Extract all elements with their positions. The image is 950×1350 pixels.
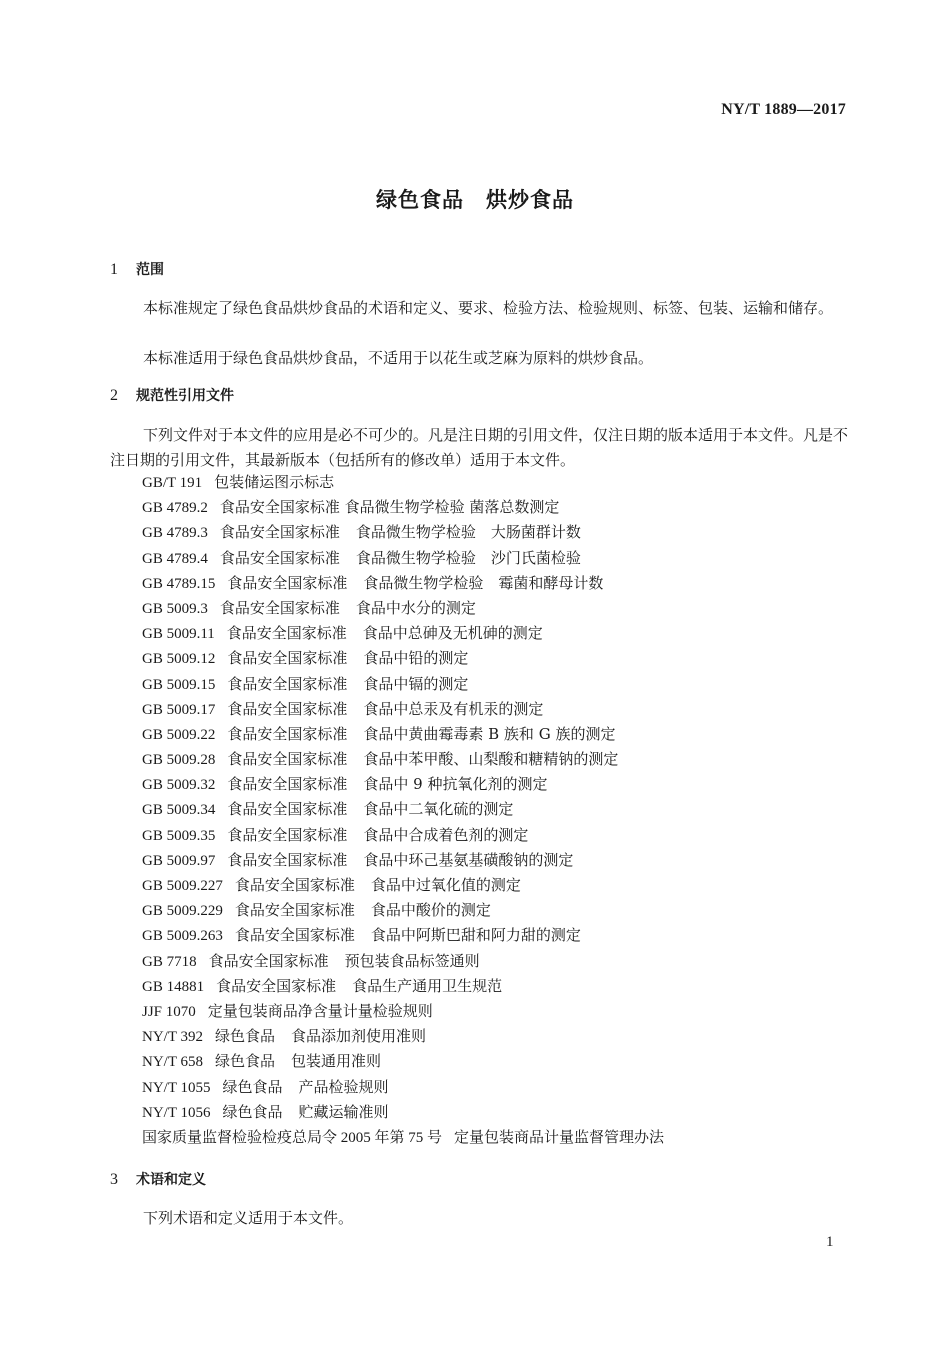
reference-subtitle: 食品添加剂使用准则 — [291, 1027, 427, 1046]
reference-title: 绿色食品 — [214, 1027, 275, 1046]
reference-item — [142, 1125, 680, 1150]
reference-code: NY/T 1056 — [142, 1104, 211, 1121]
reference-code: GB 5009.12 — [142, 651, 216, 668]
reference-list — [142, 470, 680, 1150]
reference-subtitle: 食品中阿斯巴甜和阿力甜的测定 — [370, 926, 581, 945]
reference-code: GB 5009.97 — [142, 852, 216, 869]
reference-subtitle: 食品中酸价的测定 — [370, 901, 491, 920]
reference-code: GB 5009.34 — [142, 802, 216, 819]
reference-item — [142, 697, 680, 722]
reference-code: GB 5009.229 — [142, 903, 223, 920]
reference-subtitle: 食品中环己基氨基磺酸钠的测定 — [363, 850, 574, 869]
reference-code: GB 4789.3 — [142, 525, 208, 542]
reference-subtitle: 食品中总砷及无机砷的测定 — [362, 624, 543, 643]
reference-item — [142, 596, 680, 621]
reference-subtitle: 贮藏运输准则 — [298, 1102, 389, 1121]
reference-subtitle: 食品中过氧化值的测定 — [370, 876, 521, 894]
reference-subtitle: 预包装食品标签通则 — [344, 951, 480, 970]
reference-code: GB 14881 — [142, 978, 205, 995]
reference-subtitle: 包装通用准则 — [291, 1052, 382, 1071]
reference-code: NY/T 658 — [142, 1054, 203, 1071]
reference-title: 食品安全国家标准 — [234, 926, 355, 945]
reference-title: 食品安全国家标准 — [227, 750, 348, 769]
reference-subtitle: 食品中总汞及有机汞的测定 — [363, 699, 544, 718]
reference-title: 食品安全国家标准 — [234, 876, 355, 894]
reference-subtitle: 食品微生物学检验 沙门氏菌检验 — [355, 548, 581, 567]
reference-title: 食品安全国家标准 — [227, 573, 348, 592]
reference-title: 食品安全国家标准 — [219, 598, 340, 617]
reference-code: GB 4789.2 — [142, 500, 208, 517]
reference-code: GB 5009.3 — [142, 600, 208, 617]
reference-code: GB 5009.263 — [142, 928, 223, 945]
section-1-paragraph-2: 本标准适用于绿色食品烘炒食品，不适用于以花生或芝麻为原料的烘炒食品。 — [143, 349, 654, 367]
section-1-paragraph-1: 本标准规定了绿色食品烘炒食品的术语和定义、要求、检验方法、检验规则、标签、包装、运输和储存。 — [143, 299, 834, 317]
section-2-paragraph-1: 下列文件对于本文件的应用是必不可少的。凡是注日期的引用文件，仅注日期的版本适用于本文件。凡是不注日期的引用文件，其最新版本（包括所有的修改单）适用于本文件。 — [110, 426, 849, 469]
reference-item — [142, 999, 680, 1024]
reference-title: 食品安全国家标准 — [219, 548, 340, 567]
reference-code: GB 5009.11 — [142, 626, 215, 643]
reference-subtitle: 食品中水分的测定 — [355, 598, 476, 617]
reference-subtitle: 食品中铅的测定 — [363, 649, 469, 668]
reference-item — [142, 470, 680, 495]
reference-item — [142, 797, 680, 822]
reference-subtitle: 食品生产通用卫生规范 — [352, 976, 503, 995]
reference-subtitle: 食品微生物学检验 大肠菌群计数 — [355, 523, 581, 542]
reference-subtitle: 食品中二氧化硫的测定 — [363, 800, 514, 819]
reference-code: GB 5009.15 — [142, 676, 216, 693]
section-2-heading — [110, 385, 234, 405]
reference-subtitle: 食品中黄曲霉毒素 B 族和 G 族的测定 — [363, 724, 616, 743]
reference-item — [142, 546, 680, 571]
reference-item — [142, 1100, 680, 1125]
reference-code: 国家质量监督检验检疫总局令 2005 年第 75 号 — [142, 1129, 443, 1146]
section-3-paragraph-1: 下列术语和定义适用于本文件。 — [143, 1209, 354, 1227]
reference-item — [142, 722, 680, 747]
section-3-heading — [110, 1169, 206, 1189]
document-title: 绿色食品 烘炒食品 — [376, 188, 574, 212]
reference-item — [142, 747, 680, 772]
section-title: 范围 — [136, 262, 164, 278]
reference-title: 食品安全国家标准 — [227, 850, 348, 869]
reference-title: 食品安全国家标准 — [219, 523, 340, 542]
reference-item — [142, 646, 680, 671]
section-1-heading — [110, 259, 164, 279]
reference-title: 食品安全国家标准 — [227, 674, 348, 693]
reference-title: 定量包装商品计量监督管理办法 — [454, 1127, 665, 1146]
reference-item — [142, 672, 680, 697]
reference-title: 绿色食品 — [222, 1077, 283, 1096]
reference-title: 食品安全国家标准 食品微生物学检验 菌落总数测定 — [219, 498, 560, 517]
reference-item — [142, 1049, 680, 1074]
section-title: 规范性引用文件 — [136, 388, 234, 404]
reference-subtitle: 食品中镉的测定 — [363, 674, 469, 693]
reference-title: 绿色食品 — [222, 1102, 283, 1121]
reference-title: 定量包装商品净含量计量检验规则 — [207, 1001, 433, 1020]
reference-code: GB 4789.15 — [142, 575, 216, 592]
reference-title: 食品安全国家标准 — [227, 649, 348, 668]
page-number: 1 — [826, 1234, 834, 1250]
reference-item — [142, 848, 680, 873]
reference-code: GB 4789.4 — [142, 550, 208, 567]
reference-item — [142, 1075, 680, 1100]
section-number: 2 — [110, 387, 118, 404]
reference-subtitle: 产品检验规则 — [298, 1077, 389, 1096]
reference-code: GB 7718 — [142, 953, 197, 970]
reference-code: GB 5009.28 — [142, 752, 216, 769]
reference-item — [142, 571, 680, 596]
reference-title: 食品安全国家标准 — [208, 951, 329, 970]
reference-title: 食品安全国家标准 — [227, 699, 348, 718]
reference-item — [142, 772, 680, 797]
section-title: 术语和定义 — [136, 1172, 206, 1188]
reference-code: JJF 1070 — [142, 1003, 196, 1020]
reference-title: 包装储运图示标志 — [214, 473, 335, 491]
reference-code: NY/T 1055 — [142, 1079, 211, 1096]
reference-item — [142, 949, 680, 974]
reference-title: 食品安全国家标准 — [216, 976, 337, 995]
reference-title: 食品安全国家标准 — [227, 775, 348, 794]
reference-code: GB 5009.35 — [142, 827, 216, 844]
reference-code: NY/T 392 — [142, 1029, 203, 1046]
reference-title: 食品安全国家标准 — [227, 724, 348, 743]
reference-code: GB 5009.227 — [142, 878, 223, 894]
reference-code: GB 5009.22 — [142, 726, 216, 743]
reference-item — [142, 621, 680, 646]
reference-item — [142, 1024, 680, 1049]
reference-code: GB/T 191 — [142, 475, 203, 491]
section-number: 1 — [110, 261, 118, 278]
reference-item — [142, 823, 680, 848]
reference-item — [142, 495, 680, 520]
reference-subtitle: 食品中合成着色剂的测定 — [363, 825, 529, 844]
reference-item — [142, 898, 680, 923]
reference-item — [142, 873, 680, 898]
section-number: 3 — [110, 1171, 118, 1188]
reference-title: 食品安全国家标准 — [227, 825, 348, 844]
standard-number: NY/T 1889—2017 — [721, 101, 846, 118]
reference-title: 绿色食品 — [214, 1052, 275, 1071]
reference-title: 食品安全国家标准 — [234, 901, 355, 920]
reference-subtitle: 食品微生物学检验 霉菌和酵母计数 — [363, 573, 604, 592]
reference-title: 食品安全国家标准 — [227, 800, 348, 819]
reference-subtitle: 食品中 9 种抗氧化剂的测定 — [363, 775, 548, 794]
reference-code: GB 5009.32 — [142, 777, 216, 794]
reference-subtitle: 食品中苯甲酸、山梨酸和糖精钠的测定 — [363, 750, 619, 769]
reference-item — [142, 974, 680, 999]
reference-item — [142, 520, 680, 545]
reference-title: 食品安全国家标准 — [226, 624, 347, 643]
reference-code: GB 5009.17 — [142, 701, 216, 718]
reference-item — [142, 923, 680, 948]
